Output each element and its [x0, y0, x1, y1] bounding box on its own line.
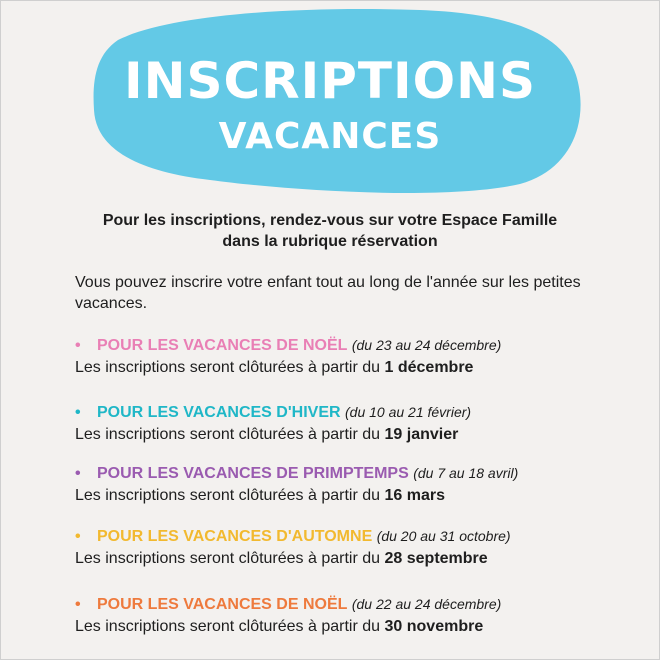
bullet-icon: •: [75, 337, 81, 354]
period-noel-1: [75, 334, 635, 379]
closing-text: Les inscriptions seront clôturées à partir du: [75, 426, 381, 443]
title-inscriptions: INSCRIPTIONS: [124, 52, 536, 110]
closing-date: 30 novembre: [384, 618, 484, 635]
closing-date: 16 mars: [384, 487, 445, 504]
bullet-icon: •: [75, 596, 81, 613]
period-dates: (du 7 au 18 avril): [413, 465, 519, 481]
period-dates: (du 10 au 21 février): [345, 404, 472, 420]
title-vacances: VACANCES: [218, 116, 442, 157]
period-dates: (du 20 au 31 octobre): [376, 528, 511, 544]
period-dates: (du 23 au 24 décembre): [351, 337, 502, 353]
intro-line-1: Pour les inscriptions, rendez-vous sur votre Espace Famille: [102, 212, 558, 229]
period-name: POUR LES VACANCES D'AUTOMNE: [97, 528, 373, 545]
period-heading: [75, 462, 635, 485]
closing-date: 28 septembre: [384, 550, 488, 567]
intro-line-2: dans la rubrique réservation: [222, 233, 438, 250]
info-paragraph: Vous pouvez inscrire votre enfant tout au long de l'année sur les petites vacances.: [75, 274, 581, 312]
intro-text: [0, 210, 660, 252]
period-name: POUR LES VACANCES DE NOËL: [97, 596, 348, 613]
period-heading: [75, 334, 635, 357]
closing-text: Les inscriptions seront clôturées à partir du: [75, 550, 381, 567]
closing-date: 19 janvier: [384, 426, 459, 443]
period-closing: [75, 616, 635, 638]
period-closing: [75, 548, 635, 570]
period-closing: [75, 424, 635, 446]
period-noel-2: [75, 593, 635, 638]
period-automne: [75, 525, 635, 570]
closing-text: Les inscriptions seront clôturées à partir du: [75, 618, 381, 635]
period-dates: (du 22 au 24 décembre): [351, 596, 502, 612]
period-hiver: [75, 401, 635, 446]
period-heading: [75, 525, 635, 548]
period-closing: [75, 357, 635, 379]
period-closing: [75, 485, 635, 507]
bullet-icon: •: [75, 404, 81, 421]
period-printemps: [75, 462, 635, 507]
closing-text: Les inscriptions seront clôturées à partir du: [75, 487, 381, 504]
period-name: POUR LES VACANCES DE NOËL: [97, 337, 348, 354]
bullet-icon: •: [75, 465, 81, 482]
period-name: POUR LES VACANCES DE PRIMPTEMPS: [97, 465, 409, 482]
period-heading: [75, 593, 635, 616]
closing-date: 1 décembre: [384, 359, 474, 376]
period-heading: [75, 401, 635, 424]
bullet-icon: •: [75, 528, 81, 545]
closing-text: Les inscriptions seront clôturées à partir du: [75, 359, 381, 376]
period-name: POUR LES VACANCES D'HIVER: [97, 404, 341, 421]
